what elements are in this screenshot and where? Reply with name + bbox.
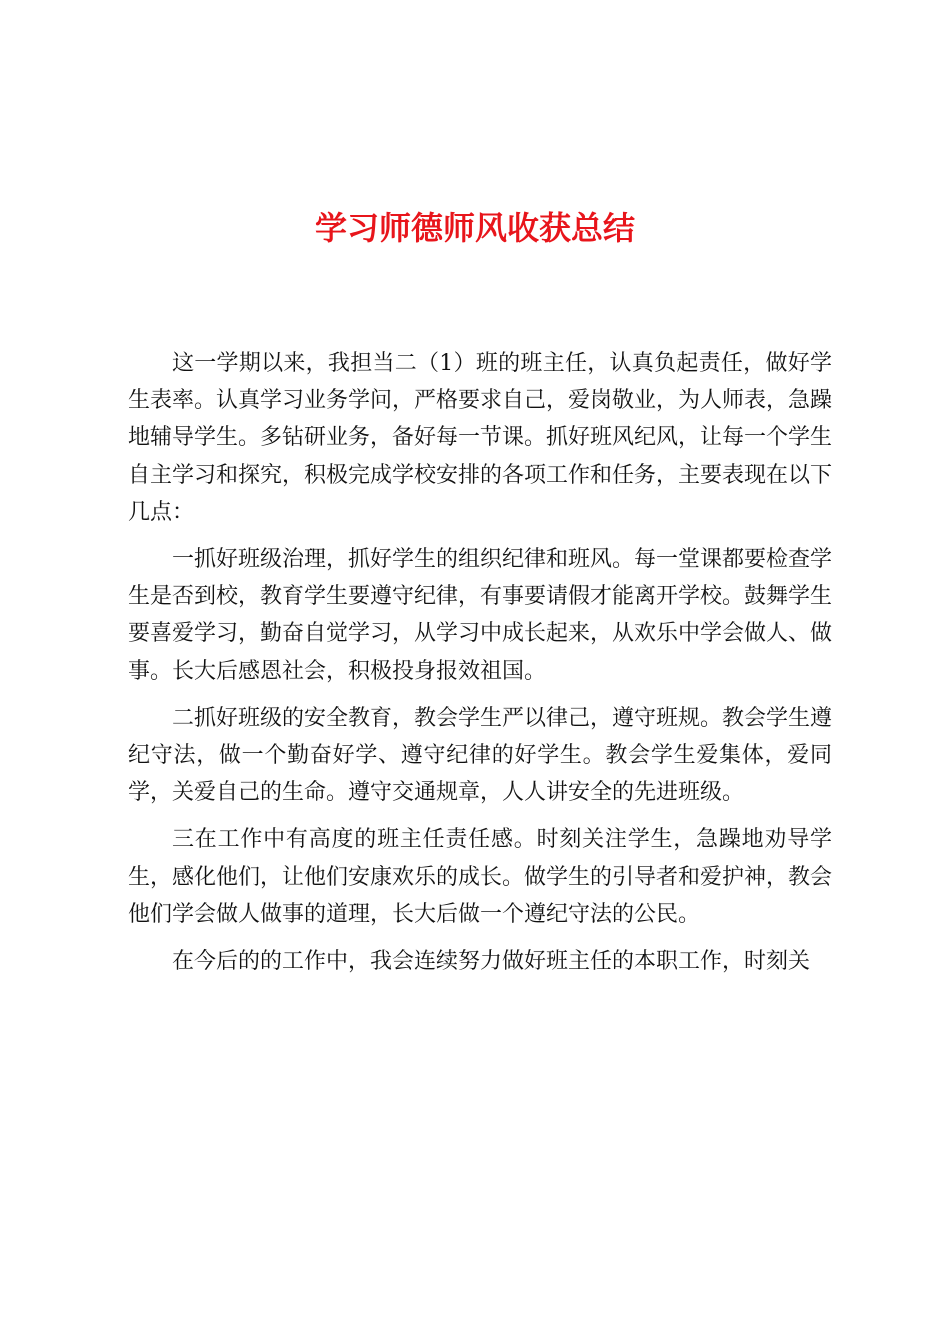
paragraph-conclusion: 在今后的的工作中，我会连续努力做好班主任的本职工作，时刻关 xyxy=(172,949,811,975)
paragraph-intro: 这一学期以来，我担当二（1）班的班主任，认真负起责任，做好学生表率。认真学习业务学问，严格要求自己，爱岗敬业，为人师表，急躁地辅导学生。多钻研业务，备好每一节课。抓好班风纪风，让每一个学生自主学习和探究，积极完成学校安排的各项工作和任务，主要表现在以下几点： xyxy=(128,351,833,525)
paragraph-point-two: 二抓好班级的安全教育，教会学生严以律己，遵守班规。教会学生遵纪守法，做一个勤奋好学、遵守纪律的好学生。教会学生爱集体，爱同学，关爱自己的生命。遵守交通规章，人人讲安全的先进班级。 xyxy=(128,705,833,806)
document-title: 学习师德师风收获总结 xyxy=(314,209,635,247)
paragraph-point-one: 一抓好班级治理，抓好学生的组织纪律和班风。每一堂课都要检查学生是否到校，教育学生要遵守纪律，有事要请假才能离开学校。鼓舞学生要喜爱学习，勤奋自觉学习，从学习中成长起来，从欢乐中学会做人、做事。长大后感恩社会，积极投身报效祖国。 xyxy=(128,547,833,684)
paragraph-point-three: 三在工作中有高度的班主任责任感。时刻关注学生，急躁地劝导学生，感化他们，让他们安康欢乐的成长。做学生的引导者和爱护神，教会他们学会做人做事的道理，长大后做一个遵纪守法的公民。 xyxy=(128,827,833,927)
document-body xyxy=(128,345,832,990)
